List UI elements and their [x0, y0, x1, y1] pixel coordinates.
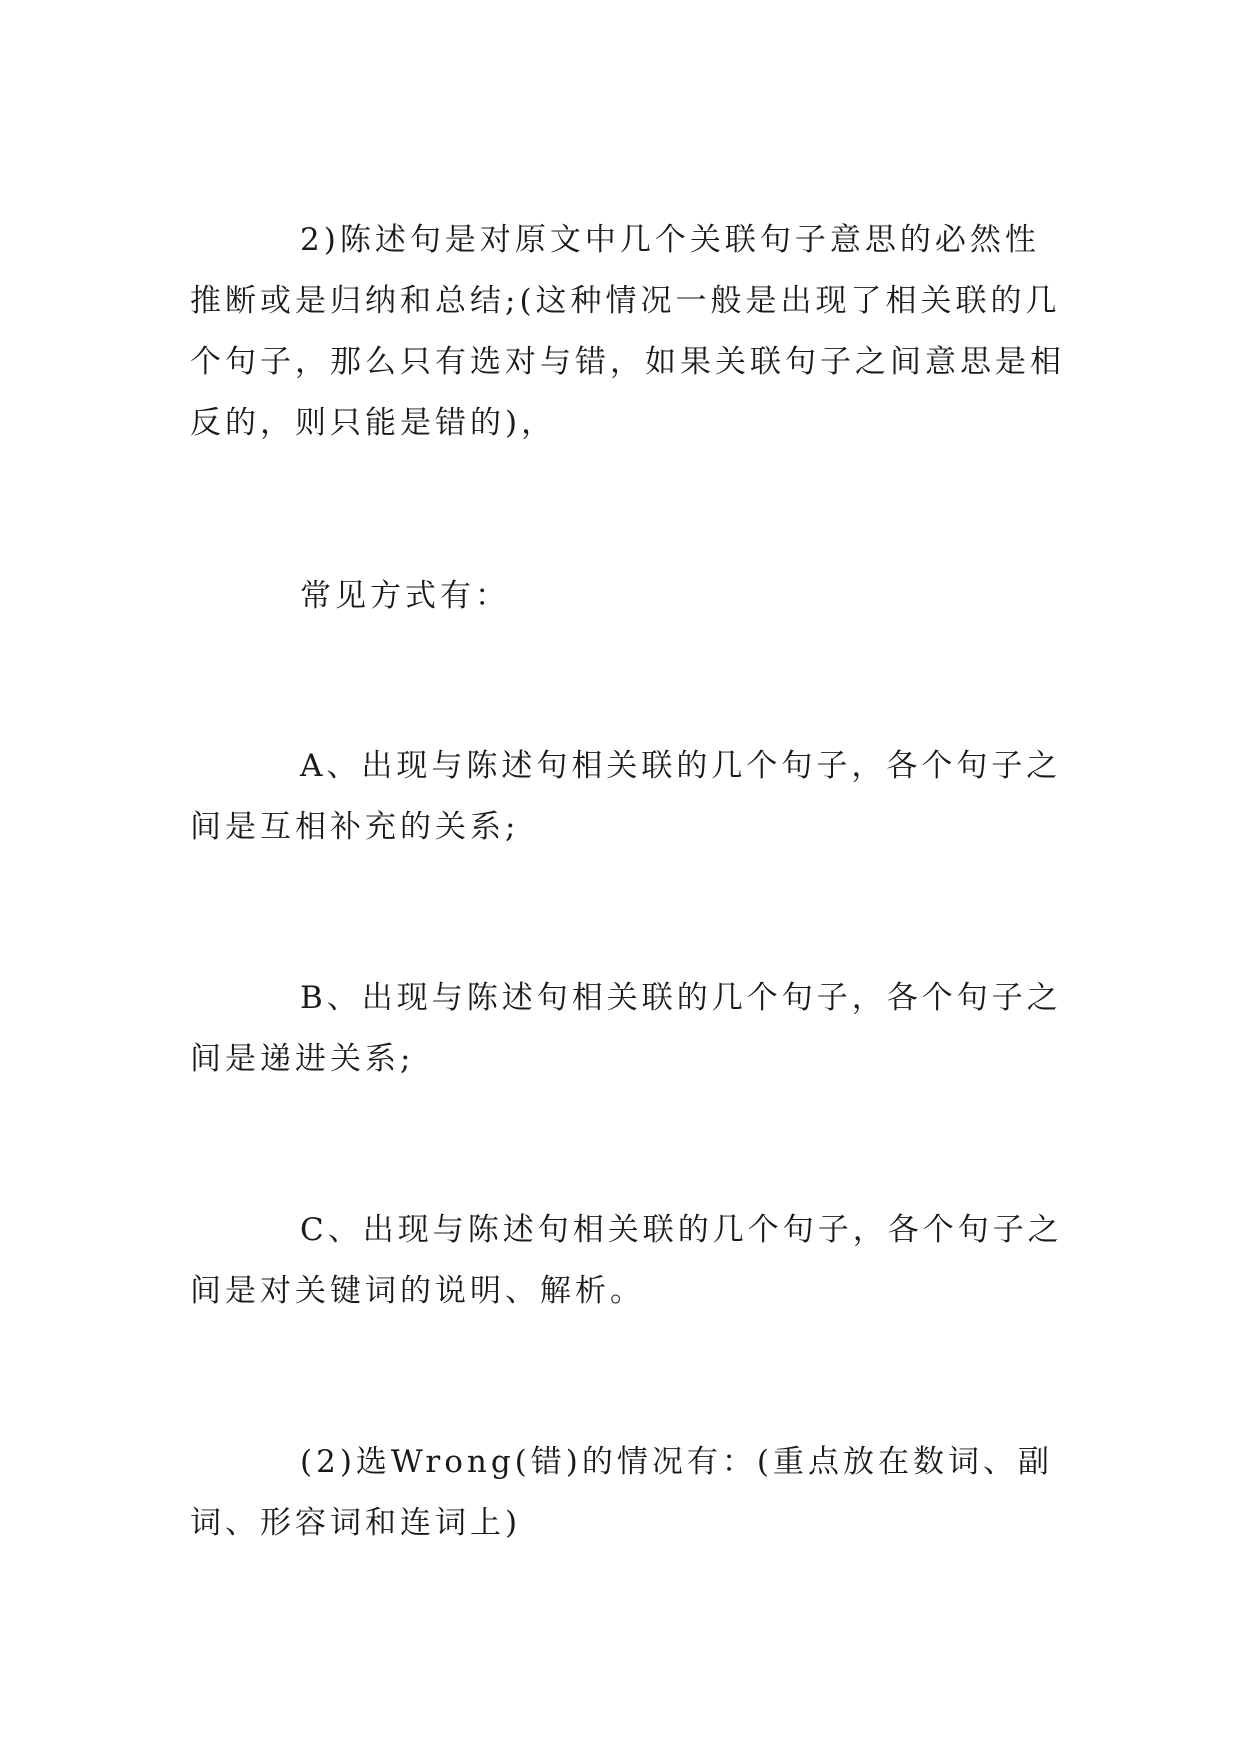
paragraph-common-methods-heading: 常见方式有：: [300, 578, 510, 614]
paragraph-method-b: B、出现与陈述句相关联的几个句子，各个句子之间是递进关系;: [190, 980, 1062, 1077]
paragraph-wrong-cases: (2)选Wrong(错)的情况有：(重点放在数词、副词、形容词和连词上): [190, 1444, 1053, 1541]
paragraph-method-a: A、出现与陈述句相关联的几个句子，各个句子之间是互相补充的关系;: [190, 748, 1062, 845]
paragraph-statement-inference: 2)陈述句是对原文中几个关联句子意思的必然性推断或是归纳和总结;(这种情况一般是出现了相关联的几个句子，那么只有选对与错，如果关联句子之间意思是相反的，则只能是错的)，: [190, 222, 1065, 441]
paragraph-method-c: C、出现与陈述句相关联的几个句子，各个句子之间是对关键词的说明、解析。: [190, 1212, 1063, 1309]
